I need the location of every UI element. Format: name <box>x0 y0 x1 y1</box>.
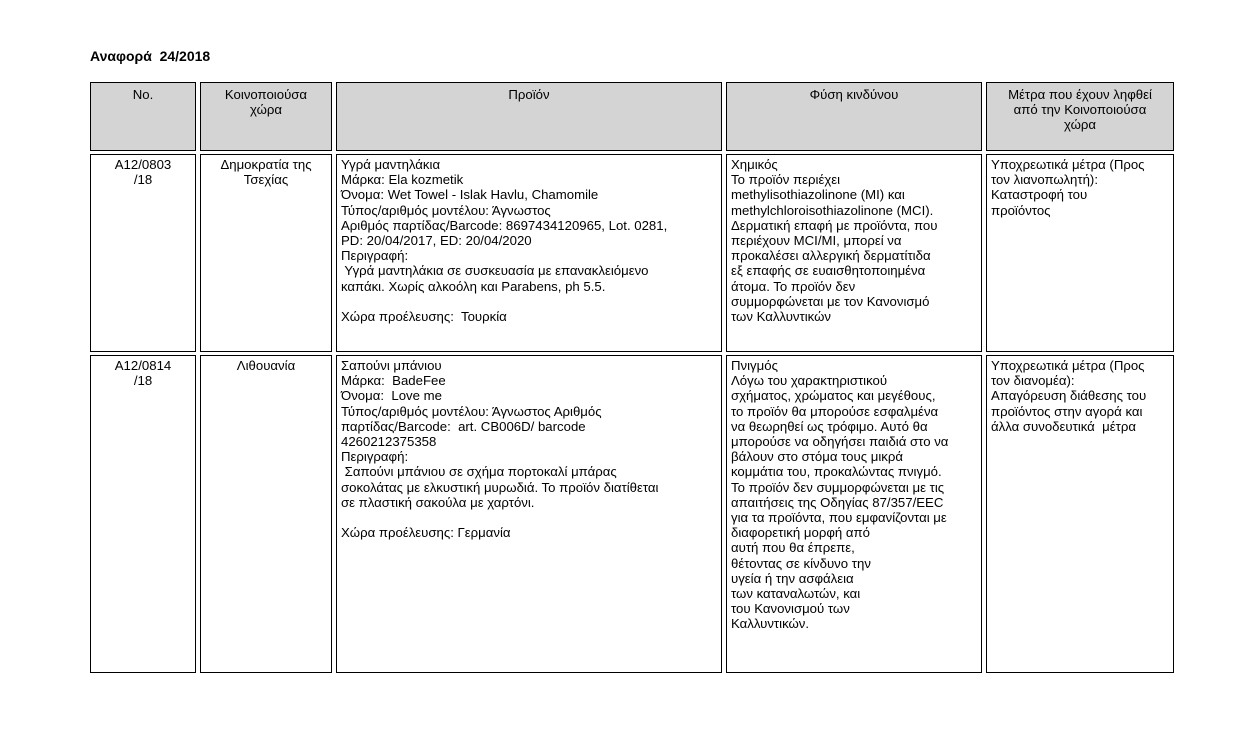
header-risk: Φύση κινδύνου <box>726 82 982 151</box>
cell-text-line: A12/0803 <box>114 157 172 172</box>
cell-product <box>336 355 722 673</box>
cell-text-line: κομμάτια του, προκαλώντας πνιγμό. <box>731 464 942 480</box>
cell-country <box>200 355 332 673</box>
cell-text-line: methylisothiazolinone (MI) και <box>731 187 905 203</box>
cell-product <box>336 154 722 352</box>
cell-country <box>200 154 332 352</box>
cell-text-line: Αριθμός παρτίδας/Barcode: 8697434120965, Lot. 0281, <box>341 217 668 233</box>
cell-text-line: Όνομα: Wet Towel - Islak Havlu, Chamomile <box>341 187 599 203</box>
cell-text-line: των καταναλωτών, και <box>731 586 861 602</box>
header-text-line: χώρα <box>1064 117 1096 133</box>
cell-text-line: σοκολάτας με ελκυστική μυρωδιά. Το προϊόν διατίθεται <box>341 479 659 495</box>
cell-text-line: το προϊόν θα μπορούσε εσφαλμένα <box>731 403 939 419</box>
cell-text-line: Υποχρεωτικά μέτρα (Προς <box>991 358 1145 373</box>
cell-text-line: εξ επαφής σε ευαισθητοποιημένα <box>731 263 926 279</box>
cell-text-line: Τσεχίας <box>243 172 289 188</box>
cell-text-line: του Κανονισμού των <box>731 601 850 617</box>
cell-text-line: μπορούσε να οδηγήσει παιδιά στο να <box>731 434 949 450</box>
cell-text-line: Δημοκρατία της <box>220 157 312 172</box>
cell-text-line: των Καλλυντικών <box>731 309 831 325</box>
cell-measures <box>986 154 1174 352</box>
cell-text-line: τον λιανοπωλητή): <box>991 172 1098 188</box>
cell-text-line: Σαπούνι μπάνιου σε σχήμα πορτοκαλί μπάρας <box>341 464 617 480</box>
cell-text-line: καπάκι. Χωρίς αλκοόλη και Parabens, ph 5.5. <box>341 278 606 294</box>
header-text-line: από την Κοινοποιούσα <box>1013 102 1147 118</box>
cell-text-line: Μάρκα: BadeFee <box>341 373 446 389</box>
cell-text-line: Λιθουανία <box>236 358 296 373</box>
cell-text-line: να θεωρηθεί ως τρόφιμο. Αυτό θα <box>731 418 928 434</box>
cell-text-line: θέτοντας σε κίνδυνο την <box>731 555 871 571</box>
cell-text-line <box>341 510 717 525</box>
header-country <box>200 82 332 151</box>
cell-text-line <box>341 294 717 309</box>
cell-text-line: A12/0814 <box>114 358 172 373</box>
table-header-row <box>90 82 1174 151</box>
cell-text-line: /18 <box>133 172 153 188</box>
cell-text-line: Χώρα προέλευσης: Γερμανία <box>341 525 511 541</box>
cell-text-line: Δερματική επαφή με προϊόντα, που <box>731 217 938 233</box>
cell-text-line: υγεία ή την ασφάλεια <box>731 570 854 586</box>
header-text-line: χώρα <box>250 102 282 118</box>
cell-text-line: Περιγραφή: <box>341 248 409 264</box>
cell-text-line: Χημικός <box>731 157 778 172</box>
cell-text-line: Λόγω του χαρακτηριστικού <box>731 373 888 389</box>
report-title: Αναφορά 24/2018 <box>90 48 211 64</box>
cell-risk <box>726 154 982 352</box>
notifications-table <box>86 79 1178 676</box>
cell-text-line: Τύπος/αριθμός μοντέλου: Άγνωστος <box>341 202 551 218</box>
header-no: No. <box>90 82 196 151</box>
cell-text-line: 4260212375358 <box>341 434 437 450</box>
header-product: Προϊόν <box>336 82 722 151</box>
cell-text-line: προϊόντος <box>991 202 1051 218</box>
cell-text-line: /18 <box>133 373 153 389</box>
cell-no <box>90 355 196 673</box>
cell-text-line: παρτίδας/Barcode: art. CB006D/ barcode <box>341 418 586 434</box>
cell-text-line: για τα προϊόντα, που εμφανίζονται με <box>731 510 947 526</box>
cell-text-line: διαφορετική μορφή από <box>731 525 870 541</box>
cell-text-line: τον διανομέα): <box>991 373 1075 389</box>
cell-text-line: Υγρά μαντηλάκια <box>341 157 441 172</box>
cell-text-line: βάλουν στο στόμα τους μικρά <box>731 449 903 465</box>
cell-text-line: συμμορφώνεται με τον Κανονισμό <box>731 293 930 309</box>
report-sheet <box>86 79 1178 676</box>
cell-text-line: Υγρά μαντηλάκια σε συσκευασία με επανακλειόμενο <box>341 263 649 279</box>
cell-text-line: άλλα συνοδευτικά μέτρα <box>991 418 1136 434</box>
cell-text-line: Το προϊόν περιέχει <box>731 172 841 188</box>
cell-text-line: σε πλαστική σακούλα με χαρτόνι. <box>341 494 535 510</box>
table-row <box>90 154 1174 352</box>
cell-text-line: Καλλυντικών. <box>731 616 810 632</box>
cell-text-line: σχήματος, χρώματος και μεγέθους, <box>731 388 936 404</box>
cell-text-line: Απαγόρευση διάθεσης του <box>991 388 1147 404</box>
cell-text-line: Υποχρεωτικά μέτρα (Προς <box>991 157 1145 172</box>
cell-text-line: περιέχουν MCI/MI, μπορεί να <box>731 233 902 249</box>
cell-text-line: Περιγραφή: <box>341 449 409 465</box>
cell-text-line: Σαπούνι μπάνιου <box>341 358 442 373</box>
cell-text-line: προκαλέσει αλλεργική δερματίτιδα <box>731 248 931 264</box>
cell-text-line: προϊόντος στην αγορά και <box>991 403 1143 419</box>
cell-risk <box>726 355 982 673</box>
cell-text-line: Όνομα: Love me <box>341 388 442 404</box>
cell-text-line: Πνιγμός <box>731 358 778 373</box>
cell-text-line: άτομα. Το προϊόν δεν <box>731 278 856 294</box>
cell-text-line: Καταστροφή του <box>991 187 1088 203</box>
cell-text-line: PD: 20/04/2017, ED: 20/04/2020 <box>341 233 532 249</box>
cell-text-line: Χώρα προέλευσης: Τουρκία <box>341 309 507 325</box>
cell-text-line: Το προϊόν δεν συμμορφώνεται με τις <box>731 479 945 495</box>
cell-text-line: Μάρκα: Ela kozmetik <box>341 172 464 188</box>
header-text-line: Κοινοποιούσα <box>224 87 308 102</box>
cell-no <box>90 154 196 352</box>
cell-text-line: methylchloroisothiazolinone (MCI). <box>731 202 934 218</box>
header-text-line: Μέτρα που έχουν ληφθεί <box>1008 87 1152 102</box>
header-measures <box>986 82 1174 151</box>
cell-text-line: απαιτήσεις της Οδηγίας 87/357/EEC <box>731 494 944 510</box>
cell-measures <box>986 355 1174 673</box>
table-row <box>90 355 1174 673</box>
cell-text-line: αυτή που θα έπρεπε, <box>731 540 855 556</box>
cell-text-line: Τύπος/αριθμός μοντέλου: Άγνωστος Αριθμός <box>341 403 602 419</box>
